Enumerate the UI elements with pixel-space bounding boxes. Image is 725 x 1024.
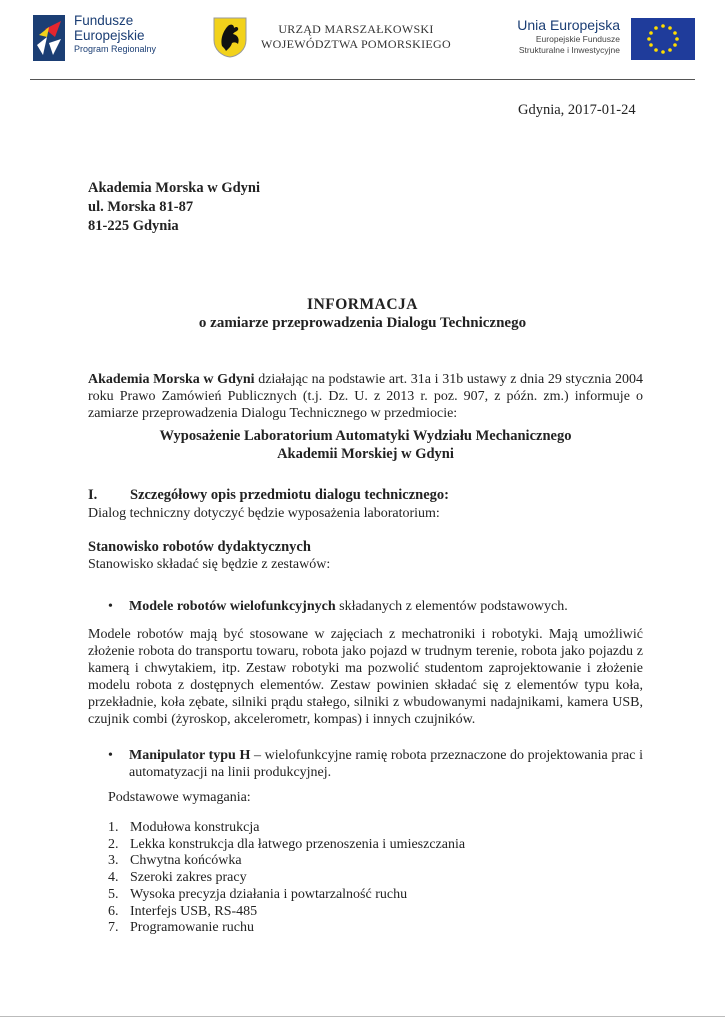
requirements-list [108,820,465,937]
fe-line3: Program Regionalny [74,44,157,54]
pom-line1: URZĄD MARSZAŁKOWSKI [278,22,434,36]
list-item: 4. Szeroki zakres pracy [108,870,247,886]
bullet2-bold: Manipulator typu H [129,748,251,763]
bullet-marker: • [108,748,113,763]
ue-line3: Strukturalne i Inwestycyjne [518,45,620,55]
document-date: Gdynia, 2017-01-24 [518,102,636,118]
ue-line2: Europejskie Fundusze [535,34,620,44]
letterhead [0,0,725,80]
fundusze-europejskie-text [74,14,156,55]
document-title: INFORMACJA [307,296,418,313]
address-line2: ul. Morska 81-87 [88,199,194,215]
list-item: 2. Lekka konstrukcja dla łatwego przenoszenia i umieszczania [108,836,466,852]
intro-rest: działając na podstawie art. 31a i 31b ustawy z dnia 29 stycznia 2004 roku Prawo Zamówień Publicznych (t.j. Dz. U. z 2013 r. poz. 907, z późn. zm.) informuje o zamiarze przeprowadzenia Dialogu Technicznego w przedmiocie: [88,372,644,421]
bullet1-rest: składanych z elementów podstawowych. [335,599,568,614]
subject-line2: Akademii Morskiej w Gdyni [277,446,454,462]
stanowisko-text: Stanowisko składać się będzie z zestawów: [88,557,331,572]
bullet-item-modele [108,598,643,615]
address-line1: Akademia Morska w Gdyni [88,180,261,196]
intro-bold: Akademia Morska w Gdyni [88,372,255,387]
stanowisko-heading: Stanowisko robotów dydaktycznych [88,539,311,555]
urzad-marszalkowski-text [256,22,456,52]
eu-flag-icon [631,18,695,60]
ue-line1: Unia Europejska [517,17,620,33]
list-item: 1. Modułowa konstrukcja [108,820,260,835]
section-heading [88,487,449,504]
section-title: Szczegółowy opis przedmiotu dialogu technicznego: [130,487,449,503]
subject-line1: Wyposażenie Laboratorium Automatyki Wydziału Mechanicznego [159,428,572,444]
fundusze-europejskie-logo-icon [33,15,65,61]
scan-bottom-edge [0,1016,725,1017]
requirements-heading: Podstawowe wymagania: [108,790,251,805]
bullet2-rest: – wielofunkcyjne ramię robota przeznaczone do projektowania prac i automatyzacji na linii produkcyjnej. [129,748,643,780]
bullet1-description: Modele robotów mają być stosowane w zajęciach z mechatroniki i robotyki. Mają umożliwić złożenie robota do transportu towaru, robota jako pojazd w trudnym terenie, robota jako pojazdu z kamerą i chwytakiem, itp. Zestaw robotyki ma pozwolić studentom zaprojektowanie i złożenie modelu robota z dostępnych elementów. Zestaw powinien składać się z elementów typu koła, przekładnie, koła zębate, silniki prądu stałego, silniki z wbudowanymi nadajnikami, kamera USB, czujnik combi (żyroskop, akcelerometr, kompas) i innych czujników. [88,627,643,727]
list-item: 3. Chwytna końcówka [108,853,242,869]
unia-europejska-text [517,17,620,56]
intro-paragraph [88,371,643,422]
document-subtitle: o zamiarze przeprowadzenia Dialogu Technicznego [198,315,527,331]
pomorskie-griffin-crest-icon [212,16,248,58]
pom-line2: WOJEWÓDZTWA POMORSKIEGO [261,37,451,51]
bullet1-bold: Modele robotów wielofunkcyjnych [129,599,336,614]
section-text: Dialog techniczny dotyczyć będzie wyposażenia laboratorium: [88,506,440,521]
list-item: 6. Interfejs USB, RS-485 [108,903,258,919]
subject [88,427,643,463]
list-item: 7. Programowanie ruchu [108,920,255,936]
list-item: 5. Wysoka precyzja działania i powtarzalność ruchu [108,886,408,902]
fe-line2: Europejskie [74,28,145,43]
recipient-address [88,179,260,236]
fe-line1: Fundusze [74,13,134,28]
header-divider [30,79,695,80]
section-number: I. [88,487,98,503]
address-line3: 81-225 Gdynia [88,218,179,234]
bullet-marker: • [108,599,113,614]
bullet-item-manipulator [108,747,643,781]
